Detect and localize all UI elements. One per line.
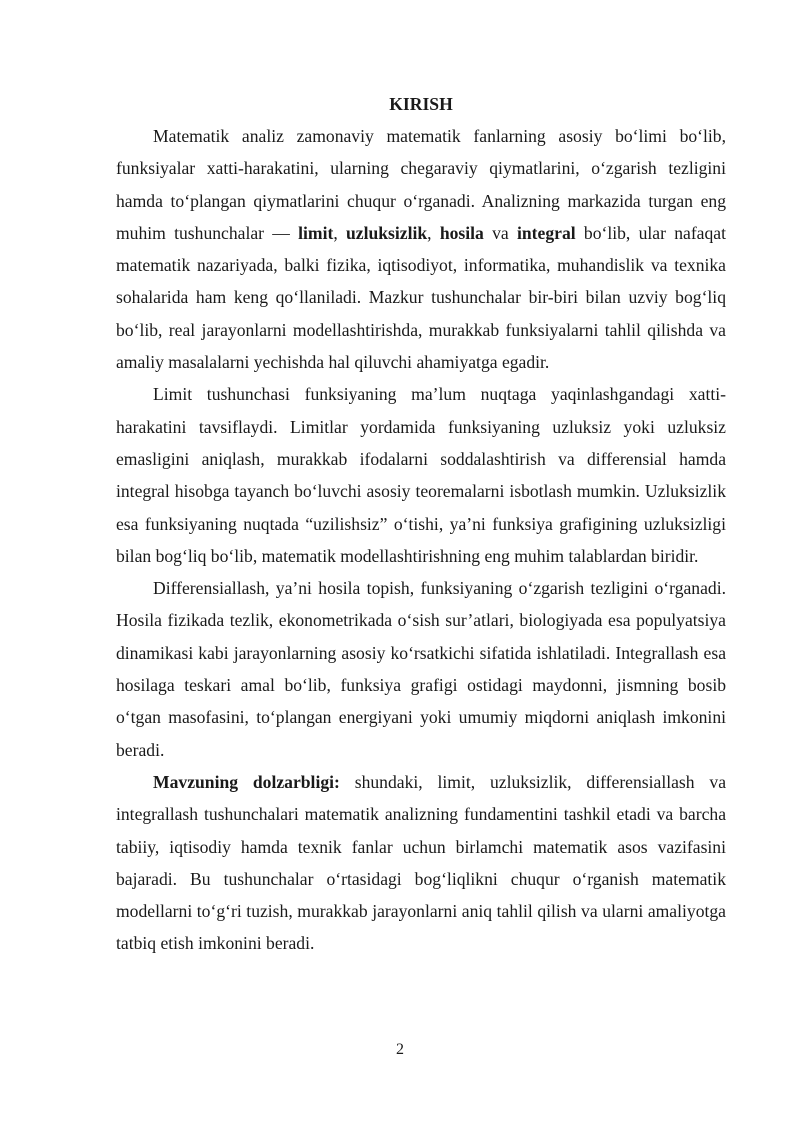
paragraph-limit: Limit tushunchasi funksiyaning ma’lum nuqtaga yaqinlashgandagi xatti-harakatini tavsiflaydi. Limitlar yordamida funksiyaning uzluksiz yoki uzluksiz emasligini aniqlash, murakkab ifodalarni soddalashtirish va differensial hamda integral hisobga tayanch bo‘luvchi asosiy teoremalarni isbotlash mumkin. Uzluksizlik esa funksiyaning nuqtada “uzilishsiz” o‘tishi, ya’ni funksiya grafigining uzluksizligi bilan bog‘liq bo‘lib, matematik modellashtirishning eng muhim talablardan biridir. — [116, 384, 726, 566]
separator: , — [427, 222, 440, 243]
term-continuity: uzluksizlik — [346, 222, 428, 243]
page-content — [116, 88, 726, 960]
paragraph-differentiation: Differensiallash, ya’ni hosila topish, funksiyaning o‘zgarish tezligini o‘rganadi. Hosila fizikada tezlik, ekonometrikada o‘sish sur’atlari, biologiyada esa populyatsiya dinamikasi kabi jarayonlarning asosiy ko‘rsatkichi sifatida ishlatiladi. Integrallash esa hosilaga teskari amal bo‘lib, funksiya grafigi ostidagi maydonni, jismning bosib o‘tgan masofasini, to‘plangan energiyani yoki umumiy miqdorni aniqlash imkonini beradi. — [116, 578, 726, 760]
relevance-label: Mavzuning dolzarbligi: — [153, 771, 340, 792]
paragraph-relevance — [116, 766, 726, 960]
separator: , — [333, 222, 346, 243]
paragraph-text: Matematik analiz zamonaviy matematik fanlarning asosiy bo‘limi bo‘lib, funksiyalar xatti-harakatini, ularning chegaraviy qiymatlarini, o‘zgarish tezligini hamda to‘plangan qiymatlarini chuqur o‘rganadi. Analizning markazida turgan eng muhim tushunchalar — — [116, 126, 726, 243]
separator: va — [483, 222, 517, 243]
term-integral: integral — [517, 222, 576, 243]
paragraph-text: shundaki, limit, uzluksizlik, differensiallash va integrallash tushunchalari matematik analizning fundamentini tashkil etadi va barcha tabiiy, iqtisodiy hamda texnik fanlar uchun birlamchi matematik asos vazifasini bajaradi. Bu tushunchalar o‘rtasidagi bog‘liqlikni chuqur o‘rganish matematik modellarni to‘g‘ri tuzish, murakkab jarayonlarni aniq tahlil qilish va ularni amaliyotga tatbiq etish imkonini beradi. — [116, 771, 726, 954]
term-limit: limit — [298, 222, 334, 243]
term-derivative: hosila — [439, 222, 484, 243]
paragraph-introduction — [116, 120, 726, 378]
paragraph-text: bo‘lib, ular nafaqat matematik nazariyada, balki fizika, iqtisodiyot, informatika, muhandislik va texnika sohalarida ham keng qo‘llaniladi. Mazkur tushunchalar bir-biri bilan uzviy bog‘liq bo‘lib, real jarayonlarni modellashtirishda, murakkab funksiyalarni tahlil qilishda va amaliy masalalarni yechishda hal qiluvchi ahamiyatga egadir. — [116, 222, 726, 373]
page-number: 2 — [396, 1041, 404, 1058]
section-heading: KIRISH — [389, 94, 453, 114]
